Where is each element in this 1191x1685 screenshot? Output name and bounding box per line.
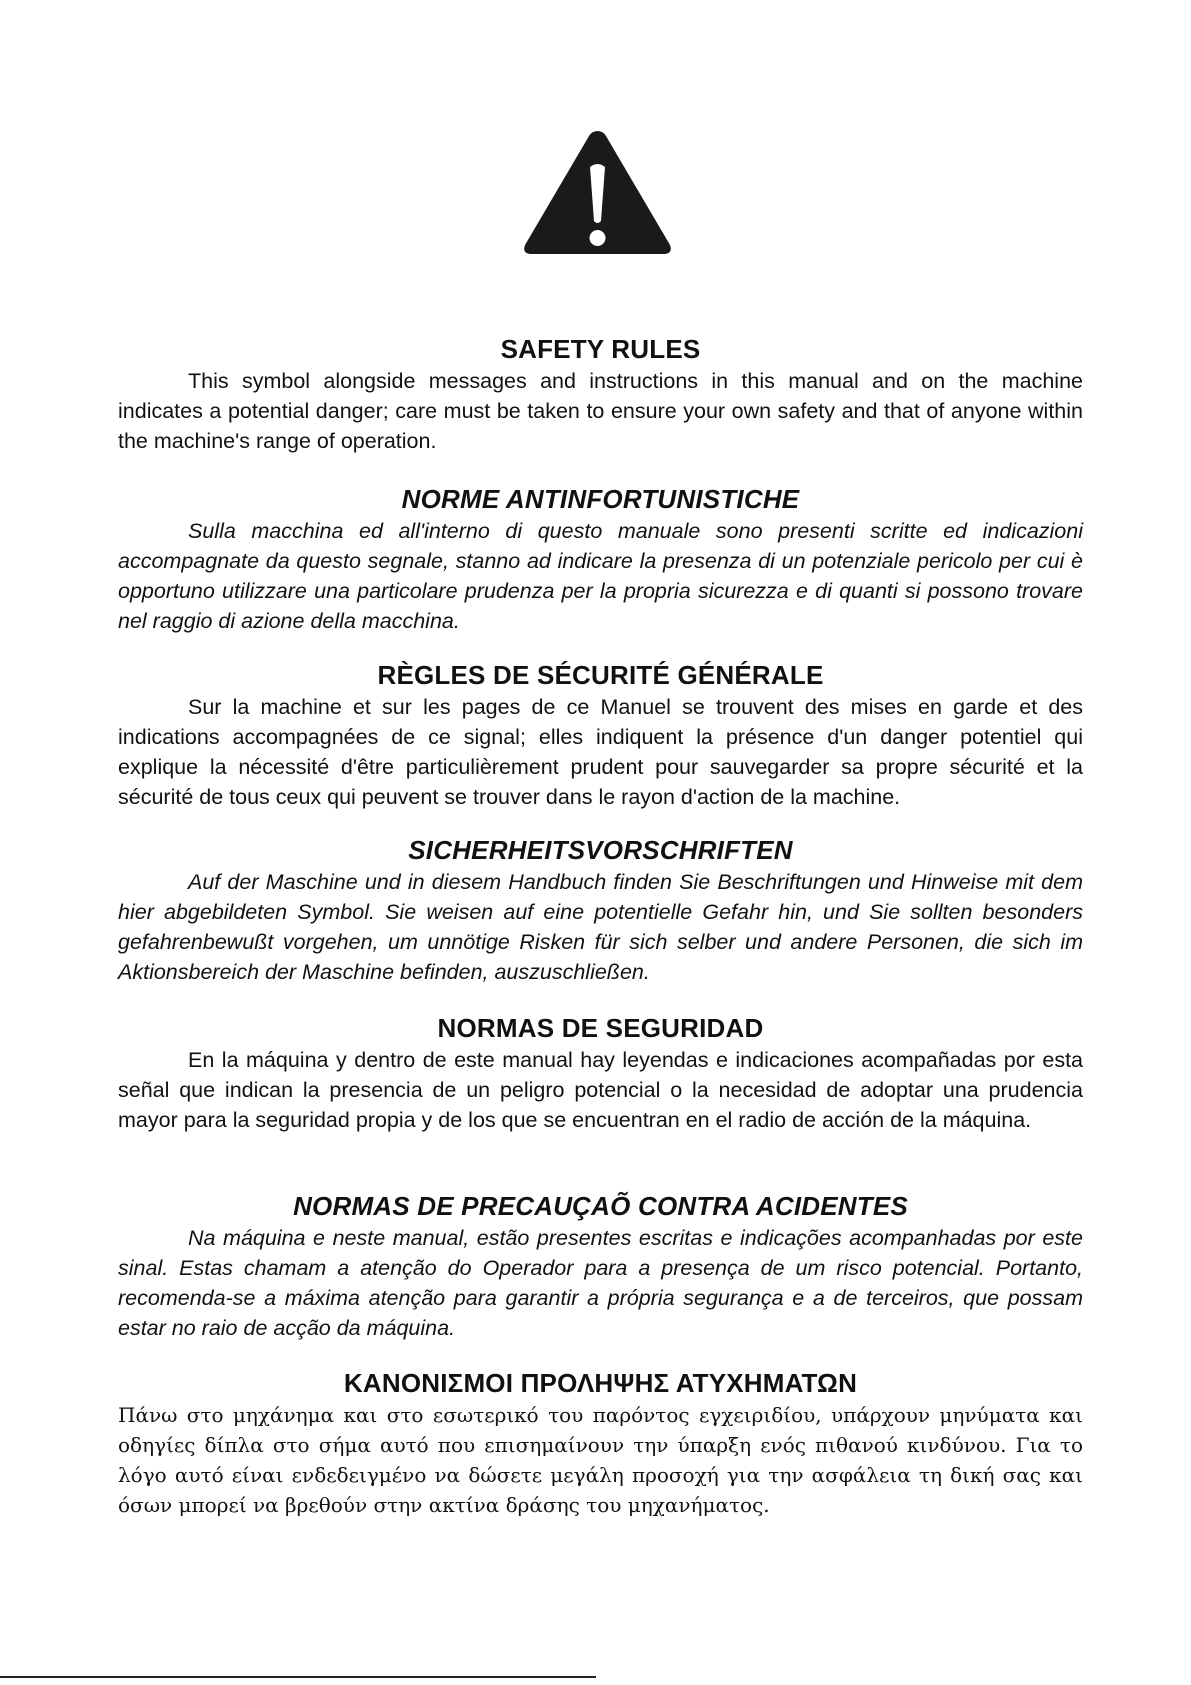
safety-section-english <box>118 334 1083 456</box>
safety-section-portuguese <box>118 1191 1083 1343</box>
safety-section-greek <box>118 1368 1083 1520</box>
section-heading: ΚΑΝΟΝΙΣΜΟΙ ΠΡΟΛΗΨΗΣ ΑΤΥΧΗΜΑΤΩΝ <box>343 1368 858 1398</box>
section-heading: SAFETY RULES <box>500 334 701 364</box>
section-heading: SICHERHEITSVORSCHRIFTEN <box>408 835 793 865</box>
section-text: Sulla macchina ed all'interno di questo manuale sono presenti scritte ed indicazioni accompagnate da questo segnale, stanno ad indicare la presenza di un potenziale pericolo per cui è opportuno utilizzare una particolare prudenza per la propria sicurezza e di quanti si possono trovare nel raggio di azione della macchina. <box>118 519 1083 633</box>
section-heading: NORME ANTINFORTUNISTICHE <box>401 484 800 514</box>
safety-section-french <box>118 660 1083 812</box>
section-text: Auf der Maschine und in diesem Handbuch finden Sie Beschriftungen und Hinweise mit dem hier abgebildeten Symbol. Sie weisen auf eine potentielle Gefahr hin, und Sie sollten besonders gefahrenbewußt vorgehen, um unnötige Risken für sich selber und andere Personen, die sich im Aktionsbereich der Maschine befinden, auszuschließen. <box>118 870 1083 984</box>
warning-triangle-icon <box>520 125 675 260</box>
section-text: This symbol alongside messages and instructions in this manual and on the machine indicates a potential danger; care must be taken to ensure your own safety and that of anyone within the machine's range of operation. <box>118 369 1083 453</box>
section-text: Πάνω στο μηχάνημα και στο εσωτερικό του παρόντος εγχειριδίου, υπάρχουν μηνύματα και οδηγίες δίπλα στο σήμα αυτό που επισημαίνουν την ύπαρξη ενός πιθανού κινδύνου. Για το λόγο αυτό είναι ενδεδειγμένο να δώσετε μεγάλη προσοχή για την ασφάλεια τη δική σας και όσων μπορεί να βρεθούν στην ακτίνα δράσης του μηχανήματος. <box>118 1403 1083 1517</box>
section-text: Na máquina e neste manual, estão presentes escritas e indicações acompanhadas por este sinal. Estas chamam a atenção do Operador para a presença de um risco potencial. Portanto, recomenda-se a máxima atenção para garantir a própria segurança e a de terceiros, que possam estar no raio de acção da máquina. <box>118 1226 1083 1340</box>
safety-section-german <box>118 835 1083 987</box>
section-heading: RÈGLES DE SÉCURITÉ GÉNÉRALE <box>377 660 824 690</box>
section-heading: NORMAS DE SEGURIDAD <box>437 1013 764 1043</box>
section-text: Sur la machine et sur les pages de ce Manuel se trouvent des mises en garde et des indications accompagnées de ce signal; elles indiquent la présence d'un danger potentiel qui explique la nécessité d'être particulièrement prudent pour sauvegarder sa propre sécurité et la sécurité de tous ceux qui peuvent se trouver dans le rayon d'action de la machine. <box>118 695 1083 809</box>
bottom-divider <box>0 1676 596 1678</box>
safety-section-spanish <box>118 1013 1083 1135</box>
safety-section-italian <box>118 484 1083 636</box>
section-heading: NORMAS DE PRECAUÇAÕ CONTRA ACIDENTES <box>293 1191 908 1221</box>
section-text: En la máquina y dentro de este manual hay leyendas e indicaciones acompañadas por esta señal que indican la presencia de un peligro potencial o la necesidad de adoptar una prudencia mayor para la seguridad propia y de los que se encuentran en el radio de acción de la máquina. <box>118 1048 1083 1132</box>
